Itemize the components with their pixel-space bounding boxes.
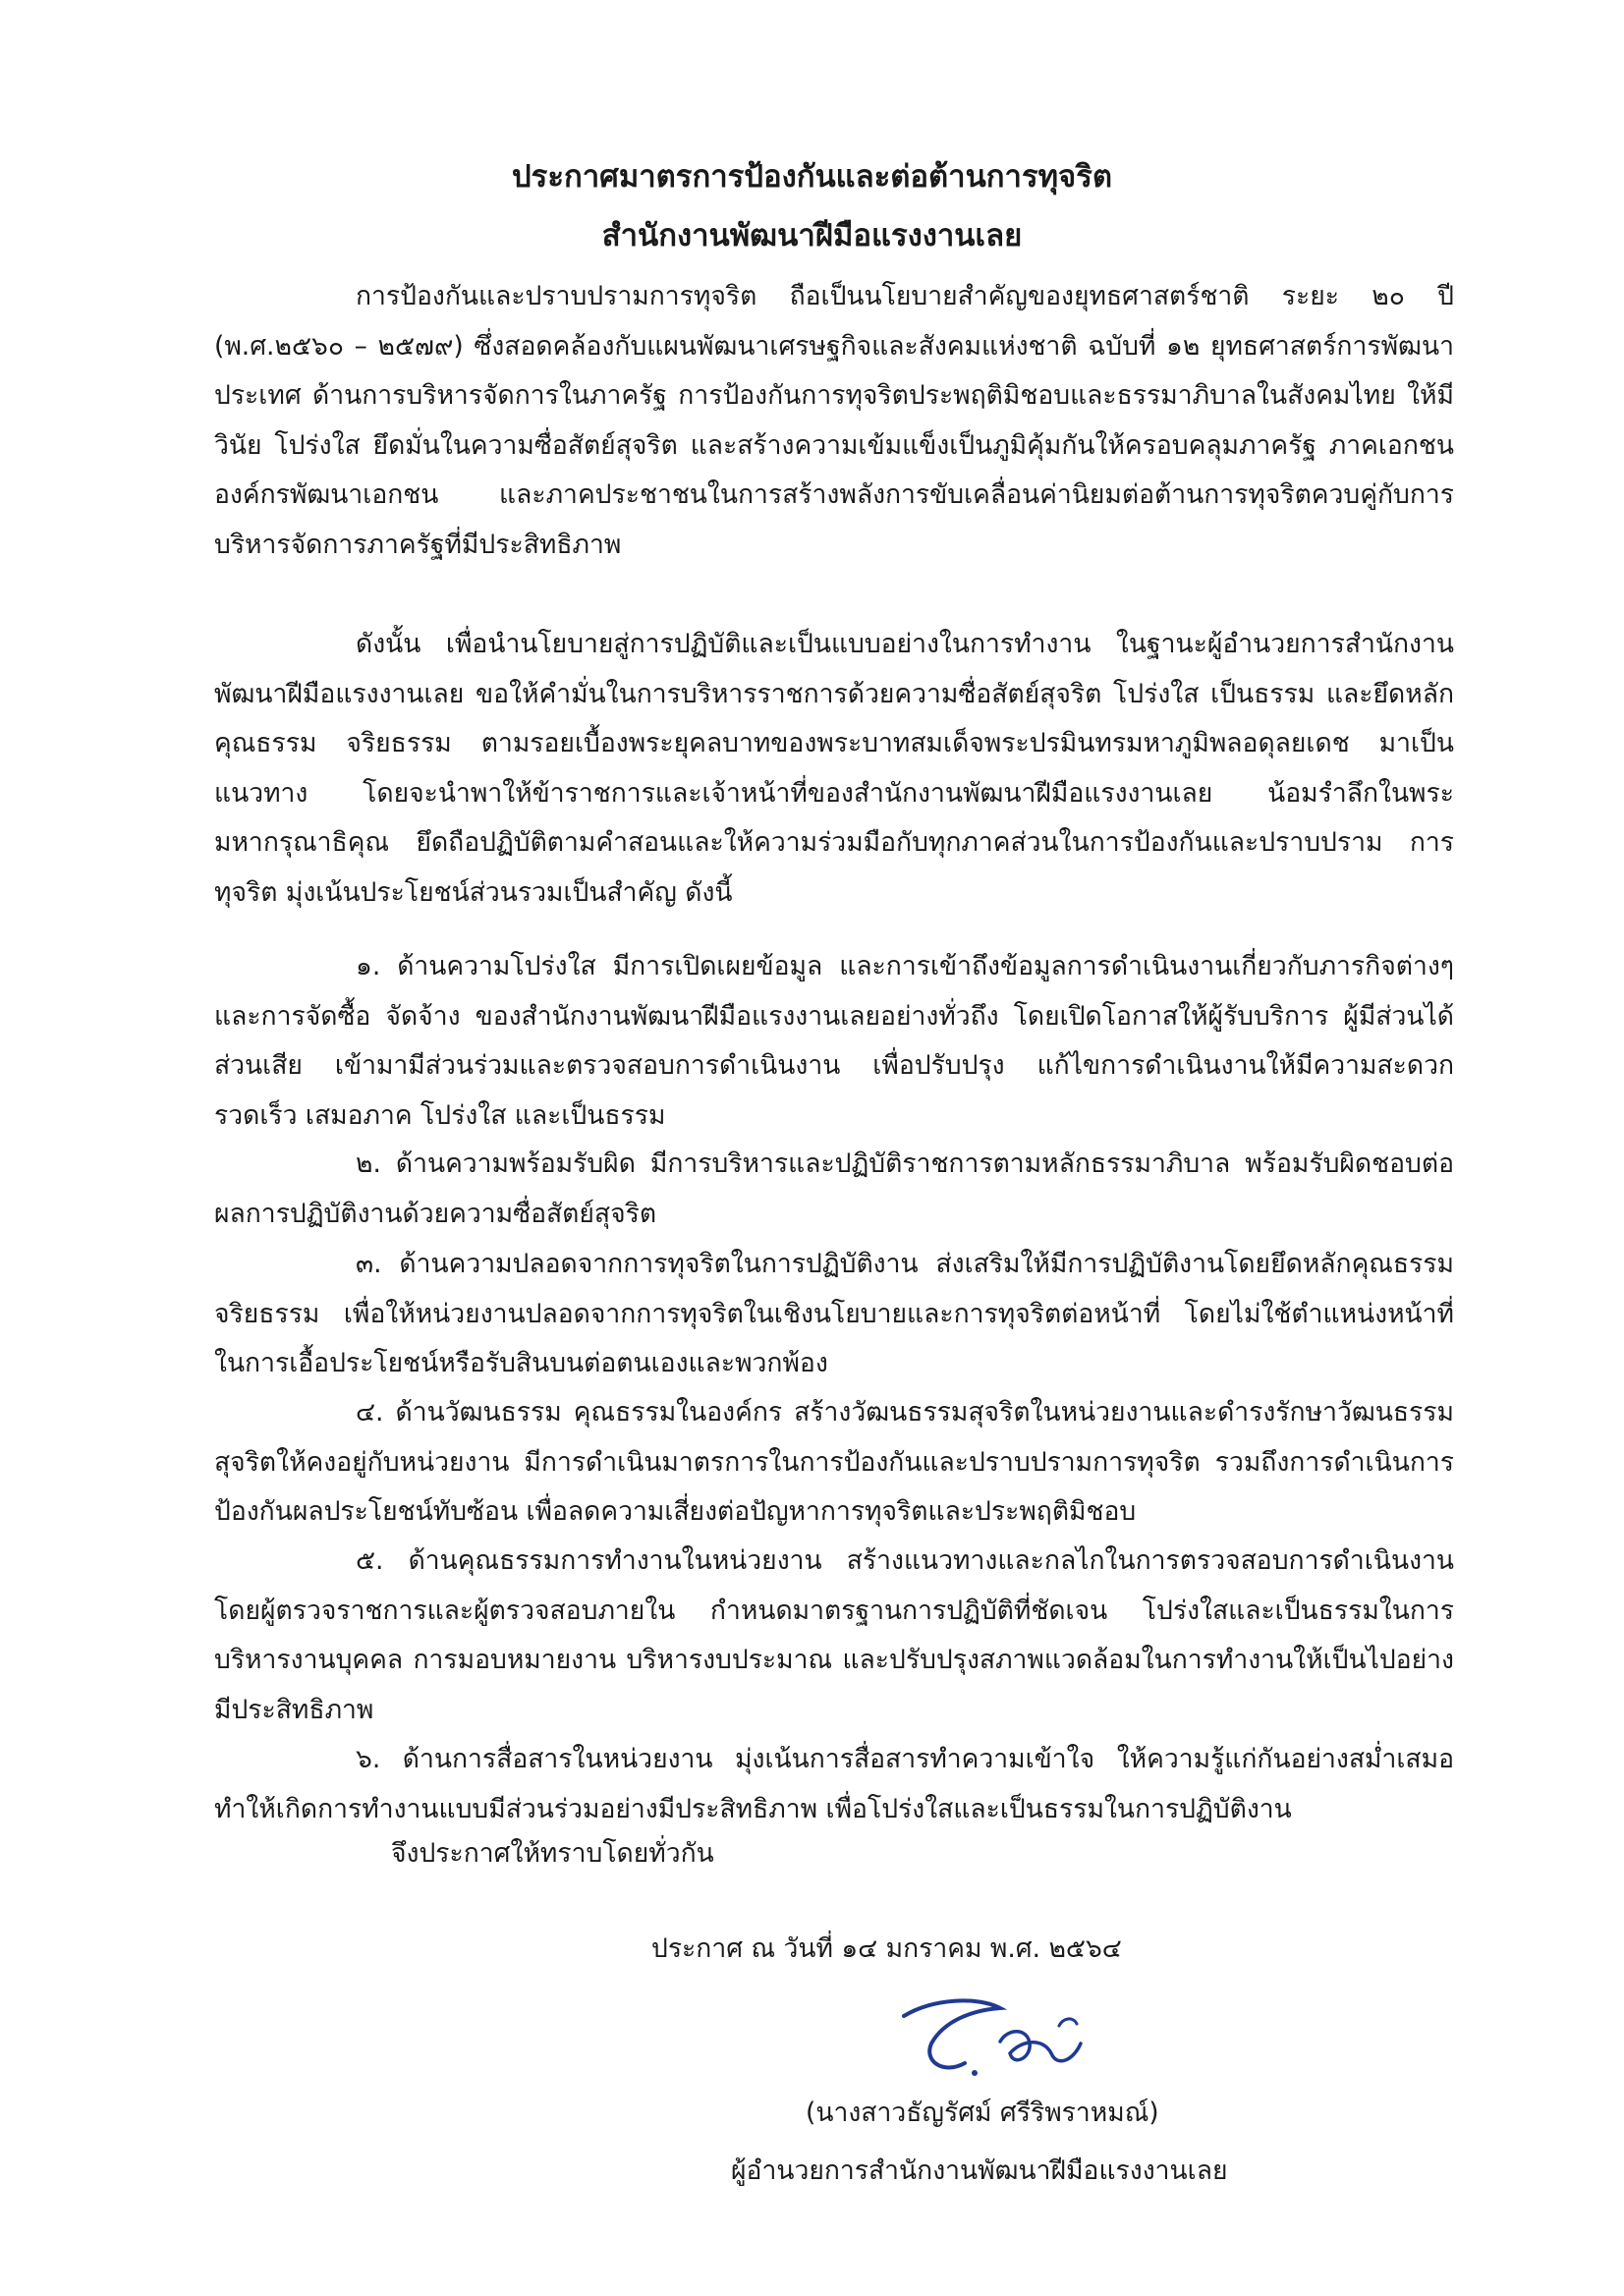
measure-item-4 — [214, 1388, 1454, 1538]
measure-item-text: ๑. ด้านความโปร่งใส มีการเปิดเผยข้อมูล และการเข้าถึงข้อมูลการดำเนินงานเกี่ยวกับภารกิจต่างๆ และการจัดซื้อ จัดจ้าง ของสำนักงานพัฒนาฝีมือแรงงานเลยอย่างทั่วถึง โดยเปิดโอกาสให้ผู้รับบริการ ผู้มีส่วนได้ส่วนเสีย เข้ามามีส่วนร่วมและตรวจสอบการดำเนินงาน เพื่อปรับปรุง แก้ไขการดำเนินงานให้มีความสะดวก รวดเร็ว เสมอภาค โปร่งใส และเป็นธรรม — [214, 951, 1454, 1131]
document-subtitle-office: สำนักงานพัฒนาฝีมือแรงงานเลย — [601, 218, 1023, 253]
intro-paragraph — [214, 272, 1454, 570]
measure-item-2 — [214, 1140, 1454, 1239]
therefore-text: ดังนั้น เพื่อนำนโยบายสู่การปฏิบัติและเป็นแบบอย่างในการทำงาน ในฐานะผู้อำนวยการสำนักงานพัฒนาฝีมือแรงงานเลย ขอให้คำมั่นในการบริหารราชการด้วยความซื่อสัตย์สุจริต โปร่งใส เป็นธรรม และยึดหลักคุณธรรม จริยธรรม ตามรอยเบื้องพระยุคลบาทของพระบาทสมเด็จพระปรมินทรมหาภูมิพลอดุลยเดช มาเป็นแนวทาง โดยจะนำพาให้ข้าราชการและเจ้าหน้าที่ของสำนักงานพัฒนาฝีมือแรงงานเลย น้อมรำลึกในพระมหากรุณาธิคุณ ยึดถือปฏิบัติตามคำสอนและให้ความร่วมมือกับทุกภาคส่วนในการป้องกันและปราบปราม การทุจริต มุ่งเน้นประโยชน์ส่วนรวมเป็นสำคัญ ดังนี้ — [214, 629, 1454, 908]
measure-item-text: ๕. ด้านคุณธรรมการทำงานในหน่วยงาน สร้างแนวทางและกลไกในการตรวจสอบการดำเนินงานโดยผู้ตรวจราชการและผู้ตรวจสอบภายใน กำหนดมาตรฐานการปฏิบัติที่ชัดเจน โปร่งใสและเป็นธรรมในการบริหารงานบุคคล การมอบหมายงาน บริหารงบประมาณ และปรับปรุงสภาพแวดล้อมในการทำงานให้เป็นไปอย่างมีประสิทธิภาพ — [214, 1545, 1454, 1725]
handwritten-signature-icon — [884, 1985, 1100, 2088]
announcement-date: ประกาศ ณ วันที่ ๑๔ มกราคม พ.ศ. ๒๕๖๔ — [651, 1933, 1122, 1964]
document-title: ประกาศมาตรการป้องกันและต่อต้านการทุจริต — [512, 159, 1112, 195]
measure-item-text: ๓. ด้านความปลอดจากการทุจริตในการปฏิบัติงาน ส่งเสริมให้มีการปฏิบัติงานโดยยึดหลักคุณธรรม จริยธรรม เพื่อให้หน่วยงานปลอดจากการทุจริตในเชิงนโยบายและการทุจริตต่อหน้าที่ โดยไม่ใช้ตำแหน่งหน้าที่ ในการเอื้อประโยชน์หรือรับสินบนต่อตนเองและพวกพ้อง — [214, 1249, 1454, 1378]
signer-name: (นางสาวธัญรัศม์ ศรีริพราหมณ์) — [806, 2098, 1159, 2128]
measure-item-text: ๖. ด้านการสื่อสารในหน่วยงาน มุ่งเน้นการสื่อสารทำความเข้าใจ ให้ความรู้แก่กันอย่างสม่ำเสมอ ทำให้เกิดการทำงานแบบมีส่วนร่วมอย่างมีประสิทธิภาพ เพื่อโปร่งใสและเป็นธรรมในการปฏิบัติงาน — [214, 1744, 1454, 1824]
measure-item-1 — [214, 942, 1454, 1141]
announcement-line: จึงประกาศให้ทราบโดยทั่วกัน — [391, 1838, 714, 1869]
intro-text: การป้องกันและปราบปรามการทุจริต ถือเป็นนโยบายสำคัญของยุทธศาสตร์ชาติ ระยะ ๒๐ ปี (พ.ศ.๒๕๖๐ – ๒๕๗๙) ซึ่งสอดคล้องกับแผนพัฒนาเศรษฐกิจและสังคมแห่งชาติ ฉบับที่ ๑๒ ยุทธศาสตร์การพัฒนาประเทศ ด้านการบริหารจัดการในภาครัฐ การป้องกันการทุจริตประพฤติมิชอบและธรรมาภิบาลในสังคมไทย ให้มีวินัย โปร่งใส ยึดมั่นในความซื่อสัตย์สุจริต และสร้างความเข้มแข็งเป็นภูมิคุ้มกันให้ครอบคลุมภาครัฐ ภาคเอกชน องค์กรพัฒนาเอกชน และภาคประชาชนในการสร้างพลังการขับเคลื่อนค่านิยมต่อต้านการทุจริตควบคู่กับการบริหารจัดการภาครัฐที่มีประสิทธิภาพ — [214, 281, 1454, 560]
therefore-paragraph — [214, 620, 1454, 918]
measure-item-text: ๒. ด้านความพร้อมรับผิด มีการบริหารและปฏิบัติราชการตามหลักธรรมาภิบาล พร้อมรับผิดชอบต่อผลการปฏิบัติงานด้วยความซื่อสัตย์สุจริต — [214, 1148, 1454, 1229]
measure-item-text: ๔. ด้านวัฒนธรรม คุณธรรมในองค์กร สร้างวัฒนธรรมสุจริตในหน่วยงานและดำรงรักษาวัฒนธรรมสุจริตให้คงอยู่กับหน่วยงาน มีการดำเนินมาตรการในการป้องกันและปราบปรามการทุจริต รวมถึงการดำเนินการป้องกันผลประโยชน์ทับซ้อน เพื่อลดความเสี่ยงต่อปัญหาการทุจริตและประพฤติมิชอบ — [214, 1397, 1454, 1527]
measure-item-3 — [214, 1240, 1454, 1389]
measure-item-5 — [214, 1537, 1454, 1735]
signer-title: ผู้อำนวยการสำนักงานพัฒนาฝีมือแรงงานเลย — [731, 2156, 1228, 2186]
measure-item-6 — [214, 1735, 1454, 1834]
